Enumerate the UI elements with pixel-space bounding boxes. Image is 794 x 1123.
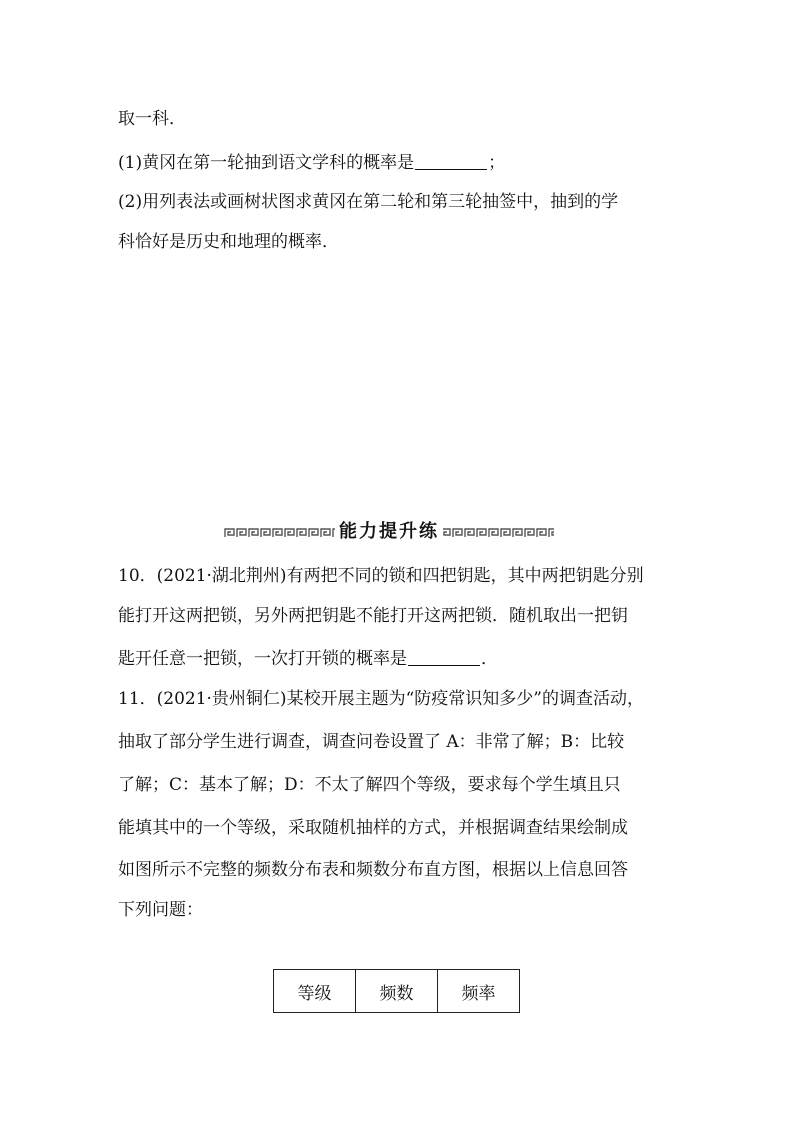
answer-blank[interactable] bbox=[415, 153, 487, 170]
q11-line2: 抽取了部分学生进行调查，调查问卷设置了 A：非常了解；B：比较 bbox=[118, 732, 625, 752]
q11-line1: 11．(2021·贵州铜仁)某校开展主题为“防疫常识知多少”的调查活动， bbox=[118, 689, 644, 709]
q11-line4: 能填其中的一个等级，采取随机抽样的方式，并根据调查结果绘制成 bbox=[118, 818, 628, 838]
section-header bbox=[224, 518, 554, 546]
frequency-table bbox=[273, 969, 520, 1013]
q9-part2-line1: (2)用列表法或画树状图求黄冈在第二轮和第三轮抽签中，抽到的学 bbox=[118, 192, 619, 212]
q10-line3-end: ． bbox=[481, 649, 498, 669]
q10-line3 bbox=[118, 648, 498, 670]
q11-line5: 如图所示不完整的频数分布表和频数分布直方图，根据以上信息回答 bbox=[118, 860, 628, 880]
column-header-frequency-count: 频数 bbox=[356, 970, 438, 1013]
q9-part1-end: ； bbox=[488, 153, 506, 173]
q9-part1 bbox=[118, 152, 505, 174]
answer-blank[interactable] bbox=[408, 649, 480, 666]
section-title: 能力提升练 bbox=[335, 520, 443, 544]
q11-line6: 下列问题： bbox=[118, 900, 203, 920]
q9-part1-text: (1)黄冈在第一轮抽到语文学科的概率是 bbox=[118, 153, 415, 173]
q10-line2: 能打开这两把锁，另外两把钥匙不能打开这两把锁．随机取出一把钥 bbox=[118, 606, 628, 626]
q10-line3-text: 匙开任意一把锁，一次打开锁的概率是 bbox=[118, 649, 407, 669]
q9-part2-line2: 科恰好是历史和地理的概率． bbox=[118, 232, 339, 252]
q10-line1: 10．(2021·湖北荆州)有两把不同的锁和四把钥匙，其中两把钥匙分别 bbox=[118, 566, 644, 586]
q11-line3: 了解；C：基本了解；D：不太了解四个等级，要求每个学生填且只 bbox=[118, 775, 621, 795]
column-header-grade: 等级 bbox=[274, 970, 356, 1013]
table-header-row bbox=[274, 970, 520, 1013]
column-header-frequency-rate: 频率 bbox=[438, 970, 520, 1013]
continuation-text: 取一科． bbox=[118, 109, 186, 129]
